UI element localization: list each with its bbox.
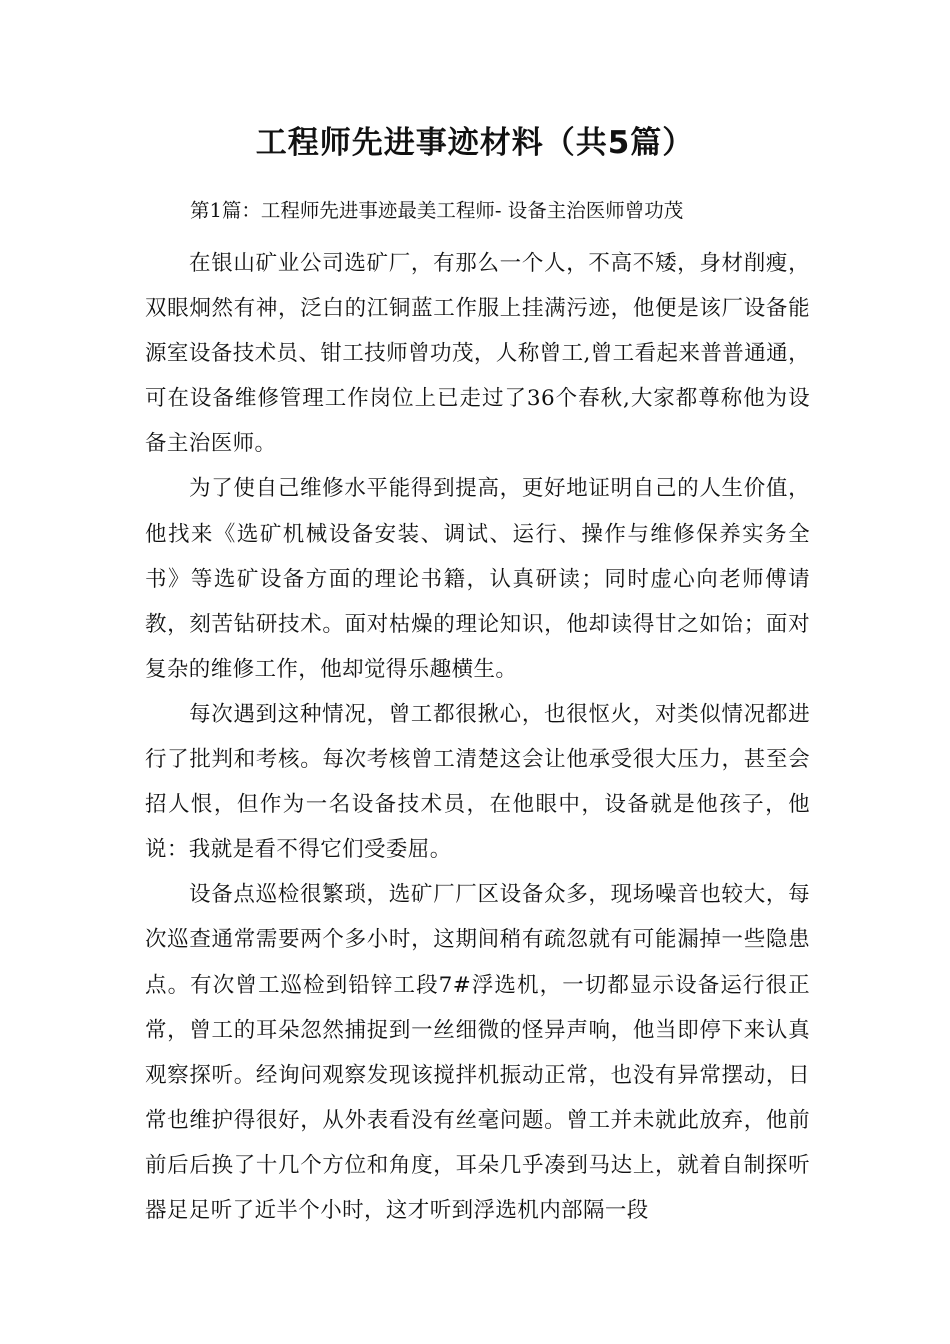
document-body [145,241,810,1233]
paragraph: 每次遇到这种情况，曾工都很揪心，也很怄火，对类似情况都进行了批判和考核。每次考核曾工清楚这会让他承受很大压力，甚至会招人恨，但作为一名设备技术员，在他眼中，设备就是他孩子，他说：我就是看不得它们受委屈。 [145,701,810,863]
document-title: 工程师先进事迹材料（共5篇） [255,125,695,161]
paragraph: 在银山矿业公司选矿厂，有那么一个人，不高不矮，身材削瘦，双眼炯然有神，泛白的江铜蓝工作服上挂满污迹，他便是该厂设备能源室设备技术员、钳工技师曾功茂，人称曾工,曾工看起来普普通通，可在设备维修管理工作岗位上已走过了36个春秋,大家都尊称他为设备主治医师。 [145,251,810,457]
paragraph: 设备点巡检很繁琐，选矿厂厂区设备众多，现场噪音也较大，每次巡查通常需要两个多小时，这期间稍有疏忽就有可能漏掉一些隐患点。有次曾工巡检到铅锌工段7#浮选机，一切都显示设备运行很正常，曾工的耳朵忽然捕捉到一丝细微的怪异声响，他当即停下来认真观察探听。经询问观察发现该搅拌机振动正常，也没有异常摆动，日常也维护得很好，从外表看没有丝毫问题。曾工并未就此放弃，他前前后后换了十几个方位和角度，耳朵几乎凑到马达上，就着自制探听器足足听了近半个小时，这才听到浮选机内部隔一段 [145,882,810,1223]
paragraph: 为了使自己维修水平能得到提高，更好地证明自己的人生价值，他找来《选矿机械设备安装、调试、运行、操作与维修保养实务全书》等选矿设备方面的理论书籍，认真研读；同时虚心向老师傅请教，刻苦钻研技术。面对枯燥的理论知识，他却读得甘之如饴；面对复杂的维修工作，他却觉得乐趣横生。 [145,476,810,682]
section-heading: 第1篇：工程师先进事迹最美工程师- 设备主治医师曾功茂 [190,199,684,222]
